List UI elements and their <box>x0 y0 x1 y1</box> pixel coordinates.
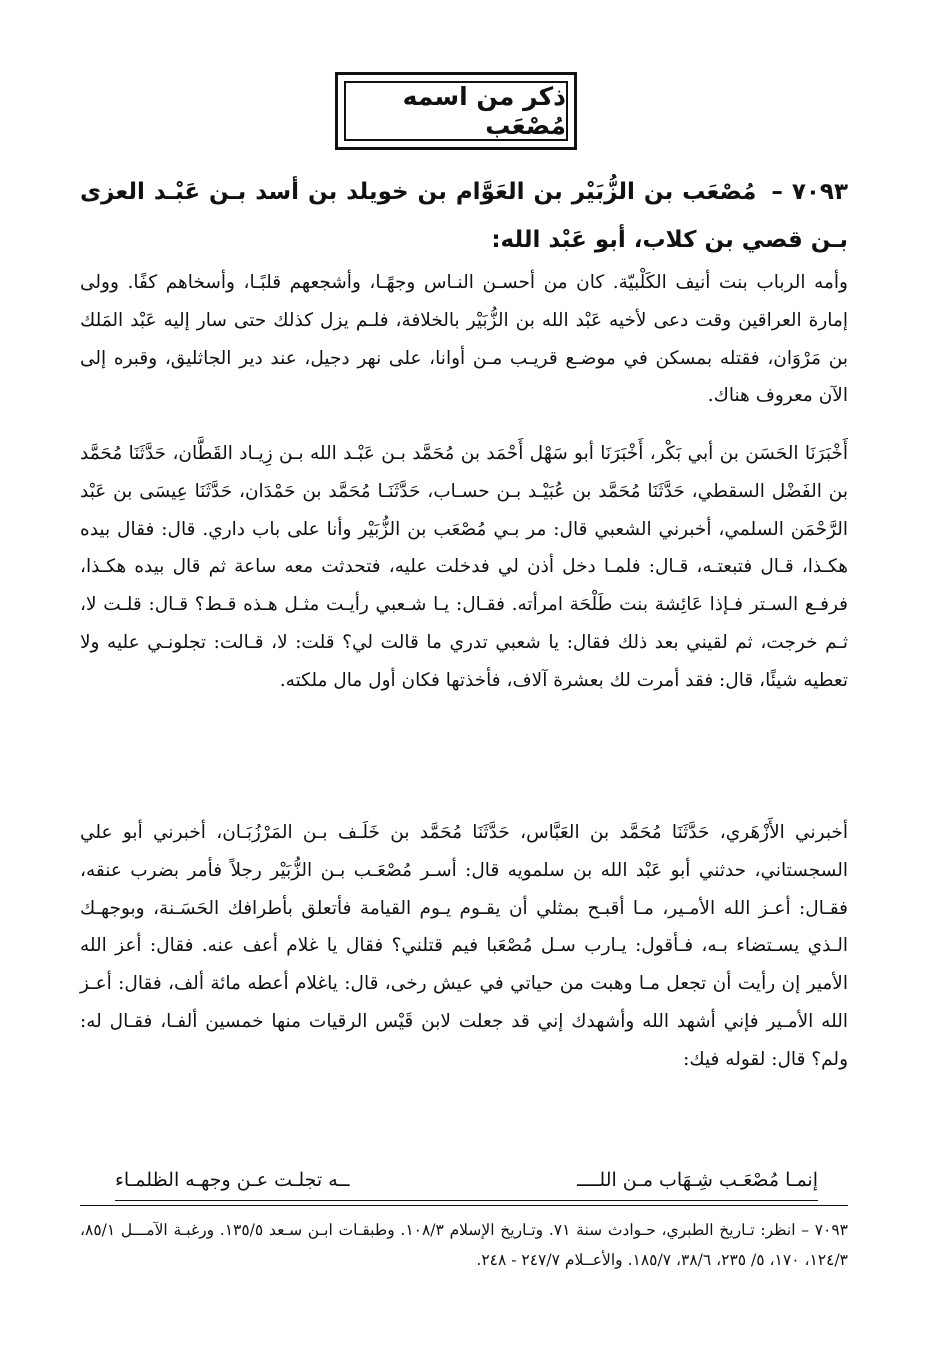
paragraph-azhari-narration: أخبرني الأَزْهَري، حَدَّثَنَا مُحَمَّد بن العَبَّاس، حَدَّثَنَا مُحَمَّد بن خَلَـف بـن المَرْزُبَـان، أخبرني أبو علي السجستاني، حدثني أبو عَبْد الله بن سلمويه قال: أسـر مُصْعَـب بـن الزُّبَيْر رجلاً فأمر بضرب عنقه، فقـال: أعـز الله الأمـير، مـا أقبـح بمثلي أن يقـوم يـوم القيامة فأتعلق بأطرافك الحَسَـنة، وبوجهـك الـذي يسـتضاء بـه، فـأقول: يـارب سـل مُصْعَبا فيم قتلني؟ فقال يا غلام أعف عنه. فقال: أعز الله الأمير إن رأيت أن تجعل مـا وهبت من حياتي في عيش رخى، قال: ياغلام أعطه مائة ألف، فقال: أعـز الله الأمـير فإني أشهد الله وأشهدك إني قد جعلت لابن قَيْس الرقيات منها خمسين ألفـا، فقـال له: ولم؟ قال: لقوله فيك: <box>80 822 848 1070</box>
entry-number: ٧٠٩٣ – <box>771 179 848 205</box>
paragraph-shabi-narration: أَخْبَرَنَا الحَسَن بن أبي بَكْر، أَخْبَرَنَا أبو سَهْل أَحْمَد بن مُحَمَّد بـن عَبْـد الله بـن زِيـاد القَطَّان، حَدَّثَنَا مُحَمَّد بن الفَضْل السقطي، حَدَّثَنَا مُحَمَّد بن عُبَيْـد بـن حسـاب، حَدَّثَنَـا مُحَمَّد بن حَمْدَان، حَدَّثَنَا عِيسَى بن عَبْد الرَّحْمَن السلمي، أخبرني الشعبي قال: مر بـي مُصْعَب بن الزُّبَيْر وأنا على باب داري. قال: فقال بيده هكـذا، قـال فتبعتـه، قـال: فلمـا دخل أذن لي فدخلت عليه، فتحدثت معه ساعة ثم قال بيده هكـذا، فرفـع السـتر فـإذا عَائِشة بنت طَلْحَة امرأته. فقـال: يـا شـعبي رأيـت مثـل هـذه قـط؟ قـال: قلـت لا، ثـم خرجت، ثم لقيني بعد ذلك فقال: يا شعبي تدري ما قالت لي؟ قلت: لا، قـالت: تجلونـي عليه ولا تعطيه شيئًا، قال: فقد أمرت لك بعشرة آلاف، فأخذتها فكان أول مال ملكته. <box>80 443 848 691</box>
section-title-frame <box>335 72 577 150</box>
entry-heading-text: مُصْعَب بن الزُّبَيْر بن العَوَّام بن خويلد بن أسد بـن عَبْـد العزى بـن قصي بن كلاب، أبو عَبْد الله: <box>80 179 848 253</box>
verse-second-hemistich: ــه تجلـت عـن وجهـه الظلمـاء <box>115 1169 350 1191</box>
section-title: ذكر من اسمه مُصْعَب <box>344 81 568 141</box>
entry-heading <box>80 168 848 264</box>
footnote-divider <box>80 1205 848 1206</box>
paragraph-biography: وأمه الرباب بنت أنيف الكَلْبيّة. كان من أحسـن النـاس وجهًـا، وأشجعهم قلبًـا، وأسخاهم كفًا. وولى إمارة العراقين وقت دعى لأخيه عَبْد الله بن الزُّبَيْر بالخلافة، فلـم يزل كذلك حتى سار إليه عَبْد المَلك بن مَرْوَان، فقتله بمسكن في موضـع قريـب مـن أوانا، على نهر دجيل، عند دير الجاثليق، وقبره إلى الآن معروف هناك. <box>80 272 848 407</box>
footnote: ٧٠٩٣ – انظر: تـاريخ الطبري، حـوادث سنة ٧١. وتـاريخ الإسلام ١٠٨/٣. وطبقـات ابـن سـعد ١٣٥/٥. ورغبـة الآمـــل ٨٥/١، ١٢٤/٣، ١٧٠، ٥/ ٢٣٥، ٣٨/٦، ١٨٥/٧. والأعــلام ٢٤٧/٧ - ٢٤٨. <box>80 1221 849 1269</box>
verse-first-hemistich: إنمـا مُصْعَـب شِـهَاب مـن اللــــ <box>577 1169 818 1191</box>
poem-verse <box>115 1160 818 1201</box>
